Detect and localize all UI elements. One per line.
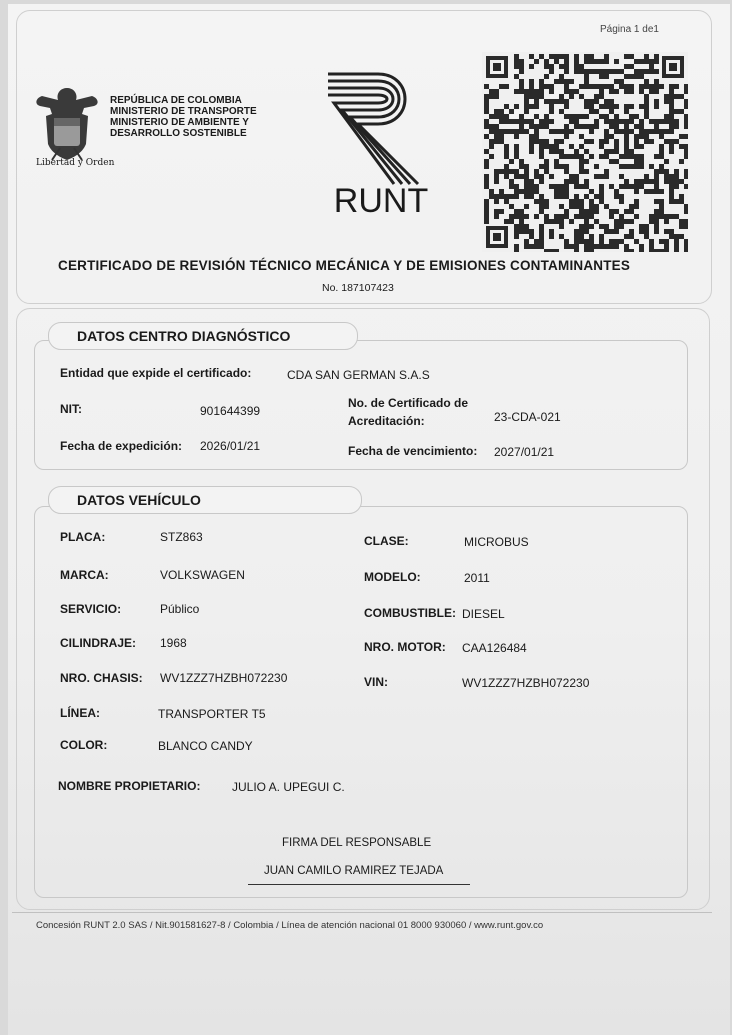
vin-label: VIN: <box>364 675 388 689</box>
acreditacion-value: 23-CDA-021 <box>494 410 561 424</box>
entidad-value: CDA SAN GERMAN S.A.S <box>287 368 430 382</box>
placa-value: STZ863 <box>160 530 203 544</box>
ministry-line: MINISTERIO DE AMBIENTE Y <box>110 117 249 128</box>
linea-value: TRANSPORTER T5 <box>158 707 266 721</box>
acreditacion-label-2: Acreditación: <box>348 414 425 428</box>
servicio-value: Público <box>160 602 200 616</box>
clase-value: MICROBUS <box>464 535 529 549</box>
cilindraje-label: CILINDRAJE: <box>60 636 137 650</box>
expedicion-value: 2026/01/21 <box>200 439 261 453</box>
signature-line <box>248 884 470 885</box>
firma-name: JUAN CAMILO RAMIREZ TEJADA <box>264 865 444 877</box>
marca-value: VOLKSWAGEN <box>160 568 245 582</box>
marca-label: MARCA: <box>60 568 109 582</box>
acreditacion-label-1: No. de Certificado de <box>348 396 469 410</box>
motor-value: CAA126484 <box>462 641 527 655</box>
runt-logo <box>318 66 444 220</box>
footer-text: Concesión RUNT 2.0 SAS / Nit.901581627-8 / Colombia / Línea de atención nacional 01 8000 930060 / www.runt.gov.co <box>36 920 544 931</box>
color-value: BLANCO CANDY <box>158 739 253 753</box>
ministry-block <box>110 95 257 139</box>
vencimiento-value: 2027/01/21 <box>494 445 555 459</box>
modelo-value: 2011 <box>464 571 490 585</box>
motor-label: NRO. MOTOR: <box>364 640 446 654</box>
firma-label: FIRMA DEL RESPONSABLE <box>282 837 432 849</box>
propietario-label: NOMBRE PROPIETARIO: <box>58 779 201 793</box>
expedicion-label: Fecha de expedición: <box>60 439 183 453</box>
chasis-label: NRO. CHASIS: <box>60 671 143 685</box>
vehiculo-heading: DATOS VEHÍCULO <box>48 486 362 514</box>
footer-divider <box>12 912 712 913</box>
ministry-line: REPÚBLICA DE COLOMBIA <box>110 95 242 106</box>
color-label: COLOR: <box>60 738 108 752</box>
coat-caption: Libertad y Orden <box>36 158 115 168</box>
entidad-label: Entidad que expide el certificado: <box>60 366 252 380</box>
ministry-line: MINISTERIO DE TRANSPORTE <box>110 106 257 117</box>
nit-value: 901644399 <box>200 404 261 418</box>
placa-label: PLACA: <box>60 530 106 544</box>
qr-code-icon <box>482 52 688 252</box>
modelo-label: MODELO: <box>364 570 421 584</box>
clase-label: CLASE: <box>364 534 409 548</box>
runt-logo-text: RUNT <box>333 182 429 220</box>
vin-value: WV1ZZZ7HZBH072230 <box>462 676 590 690</box>
ministry-line: DESARROLLO SOSTENIBLE <box>110 128 247 139</box>
page-number: Página 1 de1 <box>600 24 659 35</box>
nit-label: NIT: <box>60 402 82 416</box>
combustible-value: DIESEL <box>462 607 505 621</box>
certificate-title: CERTIFICADO DE REVISIÓN TÉCNICO MECÁNICA Y DE EMISIONES CONTAMINANTES <box>58 258 631 273</box>
cilindraje-value: 1968 <box>160 636 187 650</box>
combustible-label: COMBUSTIBLE: <box>364 606 456 620</box>
coat-of-arms-icon <box>32 84 102 164</box>
propietario-value: JULIO A. UPEGUI C. <box>232 780 345 794</box>
servicio-label: SERVICIO: <box>60 602 122 616</box>
linea-label: LÍNEA: <box>60 706 100 720</box>
certificate-number: No. 187107423 <box>322 282 394 294</box>
chasis-value: WV1ZZZ7HZBH072230 <box>160 671 288 685</box>
vencimiento-label: Fecha de vencimiento: <box>348 444 478 458</box>
centro-heading: DATOS CENTRO DIAGNÓSTICO <box>48 322 358 350</box>
